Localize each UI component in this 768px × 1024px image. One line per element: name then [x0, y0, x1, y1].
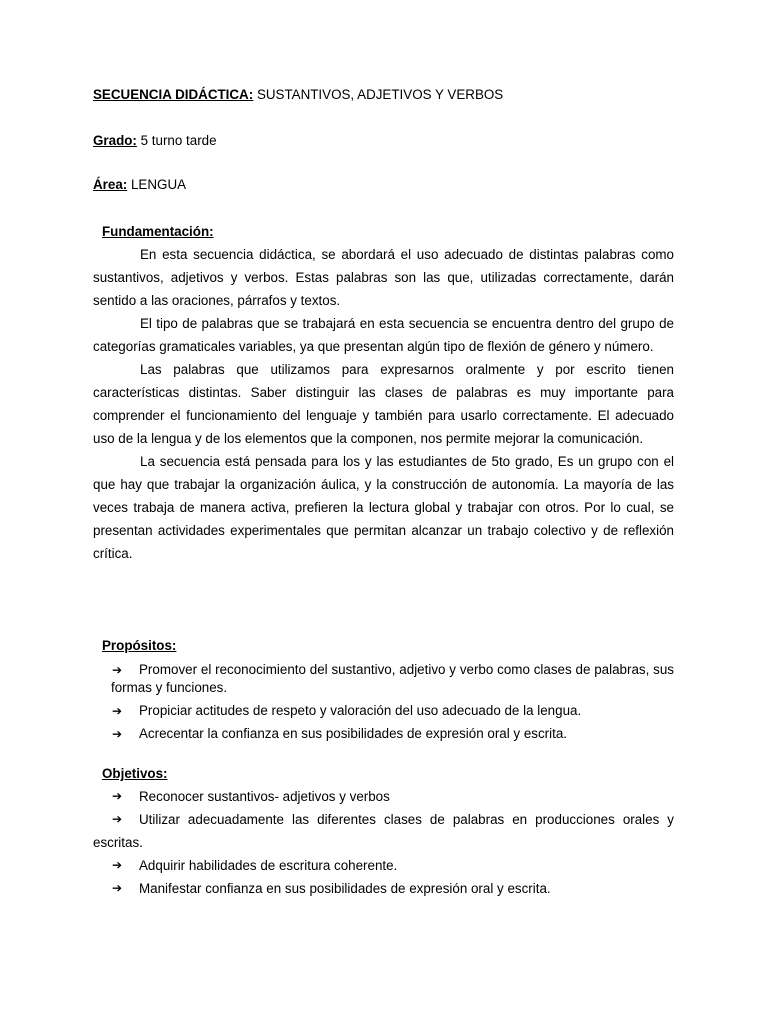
area-line: [93, 177, 186, 192]
arrow-right-icon: ➔: [112, 727, 123, 741]
paragraph: Las palabras que utilizamos para expresarnos oralmente y por escrito tienen características distintas. Saber distinguir las clases de palabras es muy importante para comprender el funcionamiento del lenguaje y también para usarlo correctamente. El adecuado uso de la lengua y de los elementos que la componen, nos permite mejorar la comunicación.: [93, 362, 674, 446]
area-label: Área:: [93, 177, 128, 192]
list-item: [93, 702, 674, 720]
list-item-text: Manifestar confianza en sus posibilidades de expresión oral y escrita.: [139, 881, 551, 896]
list-item-text: Utilizar adecuadamente las diferentes clases de palabras en producciones orales y escritas.: [93, 812, 674, 850]
arrow-right-icon: ➔: [112, 812, 123, 826]
list-item: [93, 877, 674, 900]
list-item-text: Reconocer sustantivos- adjetivos y verbos: [139, 789, 390, 804]
paragraph: El tipo de palabras que se trabajará en esta secuencia se encuentra dentro del grupo de categorías gramaticales variables, ya que presentan algún tipo de flexión de género y número.: [93, 316, 674, 354]
arrow-right-icon: ➔: [112, 858, 123, 872]
grade-value: 5 turno tarde: [140, 133, 217, 148]
list-item-text: Propiciar actitudes de respeto y valoración del uso adecuado de la lengua.: [139, 703, 582, 718]
list-item: [93, 661, 674, 697]
arrow-right-icon: ➔: [112, 881, 123, 895]
list-item: [93, 785, 674, 808]
list-item-text: Adquirir habilidades de escritura coherente.: [139, 858, 398, 873]
propositos-heading: Propósitos:: [102, 638, 177, 653]
list-item: [93, 854, 674, 877]
list-item: [93, 725, 674, 743]
paragraph: La secuencia está pensada para los y las estudiantes de 5to grado, Es un grupo con el que hay que trabajar la organización áulica, y la construcción de autonomía. La mayoría de las veces trabaja de manera activa, prefieren la lectura global y trabajar con otros. Por lo cual, se presentan actividades experimentales que permitan alcanzar un trabajo colectivo y de reflexión crítica.: [93, 454, 674, 561]
title-label: SECUENCIA DIDÁCTICA:: [93, 87, 254, 102]
document-title-line: [93, 87, 503, 102]
area-value: LENGUA: [130, 177, 187, 192]
grade-line: [93, 133, 217, 148]
fundamentacion-body: [93, 243, 674, 565]
list-item-text: Acrecentar la confianza en sus posibilidades de expresión oral y escrita.: [139, 726, 567, 741]
arrow-right-icon: ➔: [112, 663, 123, 677]
arrow-right-icon: ➔: [112, 704, 123, 718]
paragraph: En esta secuencia didáctica, se abordará el uso adecuado de distintas palabras como sustantivos, adjetivos y verbos. Estas palabras son las que, utilizadas correctamente, darán sentido a las oraciones, párrafos y textos.: [93, 247, 674, 308]
objetivos-list: [93, 785, 674, 900]
fundamentacion-heading: Fundamentación:: [102, 224, 214, 239]
arrow-right-icon: ➔: [112, 789, 123, 803]
objetivos-heading: Objetivos:: [102, 766, 168, 781]
grade-label: Grado:: [93, 133, 137, 148]
list-item-text: Promover el reconocimiento del sustantivo, adjetivo y verbo como clases de palabras, sus formas y funciones.: [111, 662, 674, 695]
title-value: SUSTANTIVOS, ADJETIVOS Y VERBOS: [256, 87, 504, 102]
propositos-list: [93, 661, 674, 748]
list-item: [93, 808, 674, 854]
